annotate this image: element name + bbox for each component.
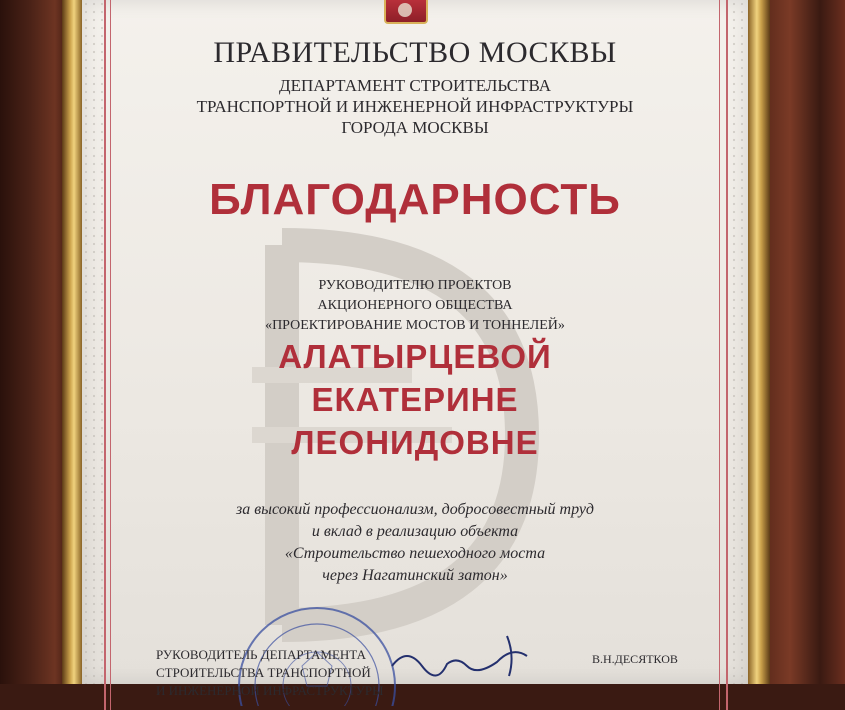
recipient-role-line-3: «ПРОЕКТИРОВАНИЕ МОСТОВ И ТОННЕЛЕЙ» (265, 318, 565, 333)
gold-trim-right (748, 0, 770, 684)
recipient-surname: АЛАТЫРЦЕВОЙ (278, 338, 552, 375)
department-line-2: ТРАНСПОРТНОЙ И ИНЖЕНЕРНОЙ ИНФРАСТРУКТУРЫ (196, 97, 634, 116)
recipient-first-name: ЕКАТЕРИНЕ (311, 381, 519, 418)
certificate-paper (82, 0, 748, 698)
signer-title-line-2: СТРОИТЕЛЬСТВА ТРАНСПОРТНОЙ (156, 665, 371, 680)
government-heading: ПРАВИТЕЛЬСТВО МОСКВЫ (213, 36, 617, 69)
certificate-title: БЛАГОДАРНОСТЬ (209, 175, 621, 224)
signer-title-line-3: И ИНЖЕНЕРНОЙ ИНФРАСТРУКТУРЫ (156, 683, 384, 698)
signer-name: В.Н.ДЕСЯТКОВ (592, 652, 678, 666)
department-line-1: ДЕПАРТАМЕНТ СТРОИТЕЛЬСТВА (278, 76, 552, 95)
recipient-patronymic: ЛЕОНИДОВНЕ (291, 424, 539, 461)
gold-trim-left (62, 0, 82, 684)
recipient-role-line-2: АКЦИОНЕРНОГО ОБЩЕСТВА (317, 298, 513, 313)
reason-line-1: за высокий профессионализм, добросовестный труд (235, 501, 595, 518)
handwritten-signature (387, 626, 547, 686)
reason-line-3: «Строительство пешеходного моста (284, 545, 546, 562)
st-george-icon (398, 3, 412, 17)
recipient-role-line-1: РУКОВОДИТЕЛЮ ПРОЕКТОВ (318, 278, 512, 293)
reason-line-4: через Нагатинский затон» (322, 567, 508, 584)
department-line-3: ГОРОДА МОСКВЫ (341, 118, 489, 137)
signer-title (156, 646, 383, 700)
reason-line-2: и вклад в реализацию объекта (311, 523, 519, 540)
signer-title-line-1: РУКОВОДИТЕЛЬ ДЕПАРТАМЕНТА (156, 647, 366, 662)
moscow-coat-of-arms-icon (384, 0, 428, 24)
